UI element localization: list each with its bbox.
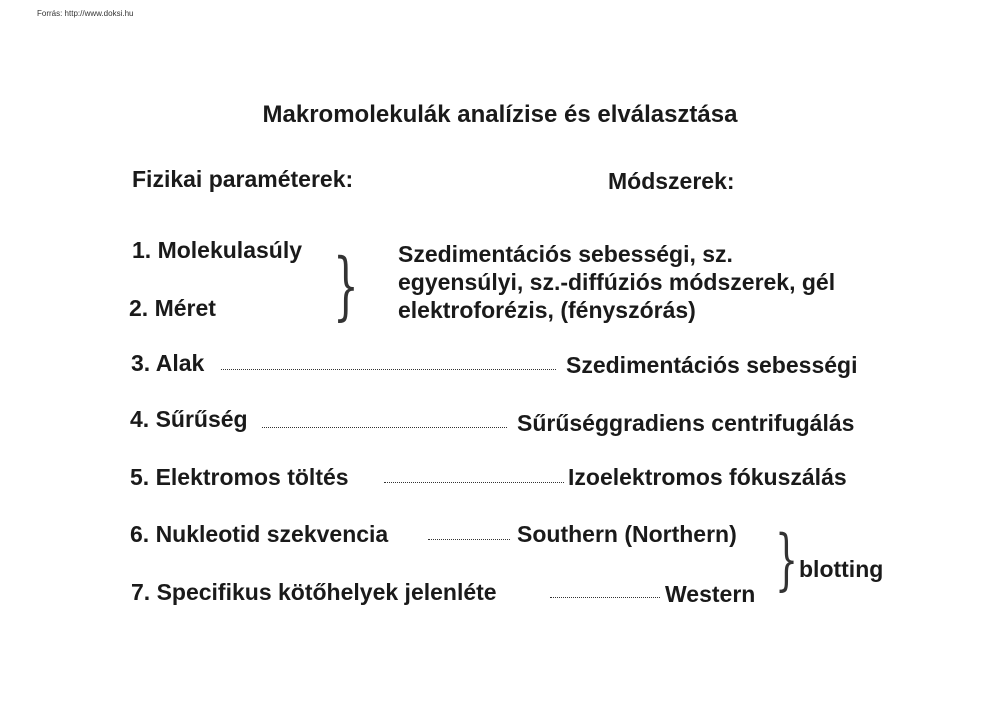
brace-icon: } (333, 243, 359, 329)
param-sequence: 6. Nukleotid szekvencia (130, 521, 389, 547)
param-molecular-weight: 1. Molekulasúly (132, 237, 303, 263)
brace-icon: } (775, 521, 799, 598)
method-shape: Szedimentációs sebességi (566, 352, 858, 378)
method-density: Sűrűséggradiens centrifugálás (517, 410, 855, 436)
param-binding-sites: 7. Specifikus kötőhelyek jelenléte (131, 579, 497, 605)
dotted-leader (221, 369, 556, 370)
param-shape: 3. Alak (131, 350, 205, 376)
dotted-leader (428, 539, 510, 540)
method-size-weight-line-3: elektroforézis, (fényszórás) (398, 297, 696, 323)
dotted-leader (384, 482, 564, 483)
method-binding: Western (665, 581, 756, 607)
method-sequence: Southern (Northern) (517, 521, 737, 547)
method-size-weight-line-1: Szedimentációs sebességi, sz. (398, 241, 733, 267)
param-density: 4. Sűrűség (130, 406, 248, 432)
dotted-leader (262, 427, 507, 428)
param-charge: 5. Elektromos töltés (130, 464, 349, 490)
method-size-weight-line-2: egyensúlyi, sz.-diffúziós módszerek, gél (398, 269, 836, 295)
source-note: Forrás: http://www.doksi.hu (37, 9, 134, 18)
method-blotting: blotting (799, 556, 884, 582)
methods-header: Módszerek: (608, 168, 735, 194)
page-title: Makromolekulák analízise és elválasztása (262, 101, 738, 128)
dotted-leader (550, 597, 660, 598)
parameters-header: Fizikai paraméterek: (132, 166, 354, 192)
method-charge: Izoelektromos fókuszálás (568, 464, 847, 490)
param-size: 2. Méret (129, 295, 216, 321)
